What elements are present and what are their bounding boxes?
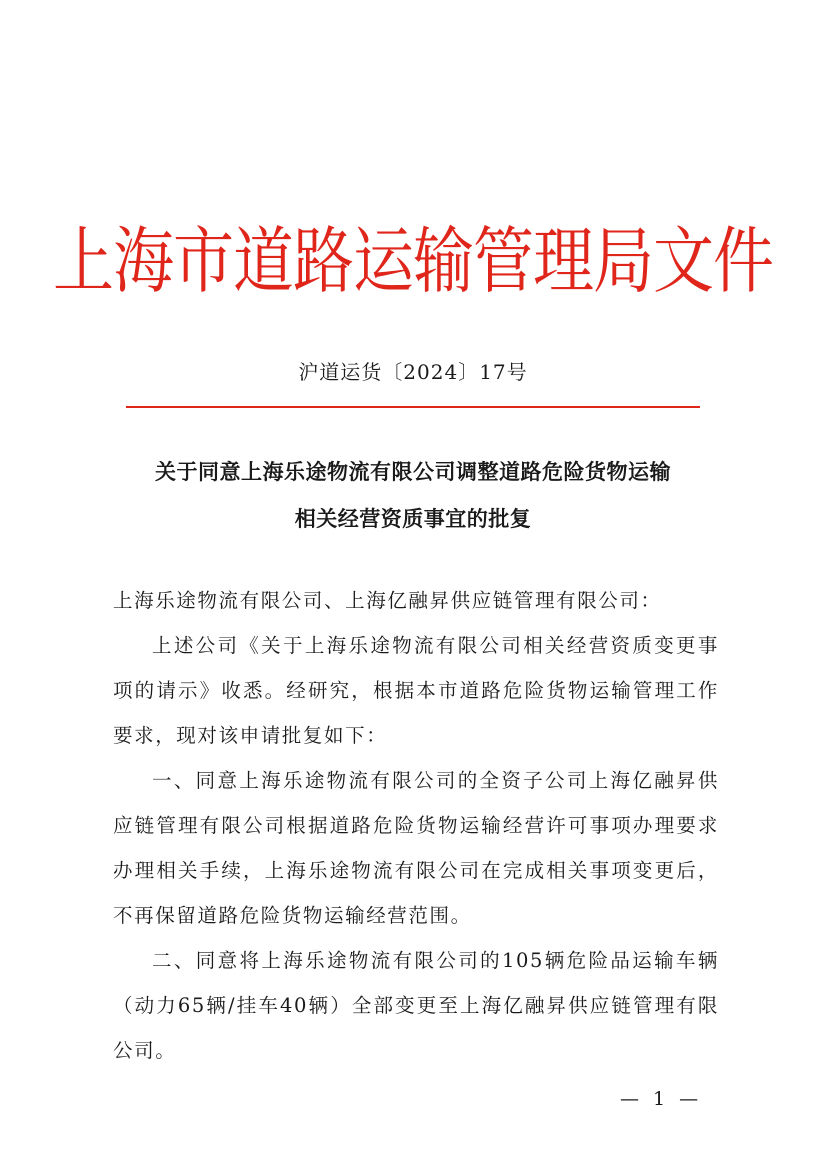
addressee: 上海乐途物流有限公司、上海亿融昇供应链管理有限公司： bbox=[113, 589, 662, 612]
title-line-1: 关于同意上海乐途物流有限公司调整道路危险货物运输 bbox=[155, 460, 671, 484]
paragraph-intro: 上述公司《关于上海乐途物流有限公司相关经营资质变更事项的请示》收悉。经研究，根据本市道路危险货物运输管理工作要求，现对该申请批复如下： bbox=[113, 634, 719, 747]
document-masthead: 上海市道路运输管理局文件 bbox=[52, 220, 773, 304]
paragraph-item-2: 二、同意将上海乐途物流有限公司的105辆危险品运输车辆（动力65辆/挂车40辆）全部变更至上海亿融昇供应链管理有限公司。 bbox=[113, 949, 719, 1062]
page-number: — 1 — bbox=[620, 1088, 703, 1110]
document-title bbox=[90, 449, 736, 543]
title-line-2: 相关经营资质事宜的批复 bbox=[294, 507, 532, 531]
document-number: 沪道运货〔2024〕17号 bbox=[298, 360, 528, 384]
document-body bbox=[113, 578, 719, 1073]
paragraph-item-1: 一、同意上海乐途物流有限公司的全资子公司上海亿融昇供应链管理有限公司根据道路危险货物运输经营许可事项办理要求办理相关手续，上海乐途物流有限公司在完成相关事项变更后，不再保留道路危险货物运输经营范围。 bbox=[113, 769, 719, 927]
red-divider-line bbox=[126, 406, 700, 408]
